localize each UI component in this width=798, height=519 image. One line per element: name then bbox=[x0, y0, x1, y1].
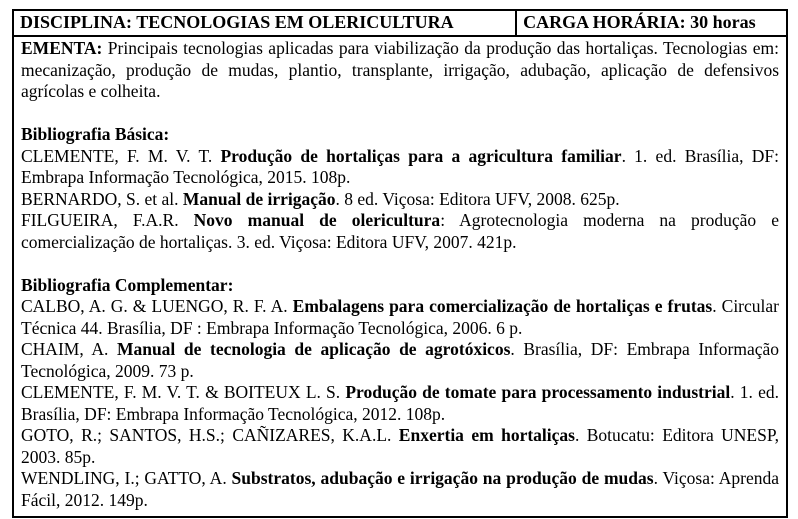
entry-authors: CALBO, A. G. & LUENGO, R. F. A. bbox=[21, 296, 293, 316]
entry-details: : Agrotecnologia moderna na produção e comercialização de hortaliças. 3. ed. Viçosa: Editora UFV, 2007. 421p. bbox=[21, 210, 779, 252]
entry-details: . 8 ed. Viçosa: Editora UFV, 2008. 625p. bbox=[335, 188, 620, 209]
entry-authors: GOTO, R.; SANTOS, H.S.; CAÑIZARES, K.A.L. bbox=[21, 425, 399, 445]
bibliography-entry bbox=[21, 382, 779, 425]
entry-title: Produção de tomate para processamento industrial bbox=[345, 382, 731, 402]
entry-details: . Viçosa: Aprenda Fácil, 2012. 149p. bbox=[21, 468, 779, 510]
discipline-cell bbox=[13, 10, 516, 36]
discipline-title: DISCIPLINA: TECNOLOGIAS EM OLERICULTURA bbox=[20, 12, 454, 32]
entry-title: Manual de irrigação bbox=[182, 188, 336, 209]
entry-title: Embalagens para comercialização de hortaliças e frutas bbox=[292, 296, 713, 316]
entry-title: Enxertia em hortaliças bbox=[398, 425, 575, 445]
basic-bibliography-heading bbox=[21, 124, 779, 146]
table-body-row bbox=[13, 36, 787, 517]
ementa-text: Principais tecnologias aplicadas para viabilização da produção das hortaliças. Tecnologias em: mecanização, produção de mudas, plantio, transplante, irrigação, adubação, aplicação de defensivos agrícolas e colheita. bbox=[21, 38, 779, 101]
complementary-bibliography-title: Bibliografia Complementar: bbox=[21, 274, 234, 295]
entry-details: . Circular Técnica 44. Brasília, DF : Embrapa Informação Tecnológica, 2006. 6 p. bbox=[21, 296, 779, 338]
entry-authors: CLEMENTE, F. M. V. T. & BOITEUX L. S. bbox=[21, 382, 346, 402]
entry-details: . 1. ed. Brasília, DF: Embrapa Informação Tecnológica, 2015. 108p. bbox=[21, 145, 779, 187]
basic-bibliography-list bbox=[21, 146, 779, 254]
entry-title: Produção de hortaliças para a agricultura familiar bbox=[220, 145, 622, 166]
entry-details: . 1. ed. Brasília, DF: Embrapa Informação Tecnológica, 2012. 108p. bbox=[21, 382, 779, 424]
entry-details: . Botucatu: Editora UNESP, 2003. 85p. bbox=[21, 425, 779, 467]
blank-line bbox=[21, 253, 779, 275]
bibliography-entry bbox=[21, 146, 779, 189]
basic-bibliography-title: Bibliografia Básica: bbox=[21, 124, 170, 144]
ementa-paragraph bbox=[21, 38, 779, 103]
entry-authors: WENDLING, I.; GATTO, A. bbox=[21, 468, 232, 488]
bibliography-entry bbox=[21, 296, 779, 339]
entry-authors: BERNARDO, S. et al. bbox=[21, 188, 183, 209]
complementary-bibliography-heading bbox=[21, 275, 779, 297]
entry-authors: CHAIM, A. bbox=[21, 339, 117, 359]
entry-authors: FILGUEIRA, F.A.R. bbox=[21, 210, 194, 230]
ementa-label: EMENTA: bbox=[21, 38, 103, 58]
table-header-row bbox=[13, 10, 787, 36]
entry-authors: CLEMENTE, F. M. V. T. bbox=[21, 145, 221, 166]
entry-title: Manual de tecnologia de aplicação de agrotóxicos bbox=[116, 339, 511, 359]
entry-details: . Brasília, DF: Embrapa Informação Tecnológica, 2009. 73 p. bbox=[21, 339, 779, 381]
workload-value: CARGA HORÁRIA: 30 horas bbox=[523, 12, 756, 32]
bibliography-entry bbox=[21, 339, 779, 382]
bibliography-entry bbox=[21, 210, 779, 253]
course-details-cell bbox=[13, 36, 787, 517]
entry-title: Novo manual de olericultura bbox=[193, 210, 441, 230]
bibliography-entry bbox=[21, 189, 779, 211]
bibliography-entry bbox=[21, 425, 779, 468]
entry-title: Substratos, adubação e irrigação na produção de mudas bbox=[231, 468, 654, 488]
bibliography-entry bbox=[21, 468, 779, 511]
complementary-bibliography-list bbox=[21, 296, 779, 511]
blank-line bbox=[21, 103, 779, 125]
workload-cell bbox=[516, 10, 787, 36]
course-syllabus-table bbox=[12, 9, 788, 518]
